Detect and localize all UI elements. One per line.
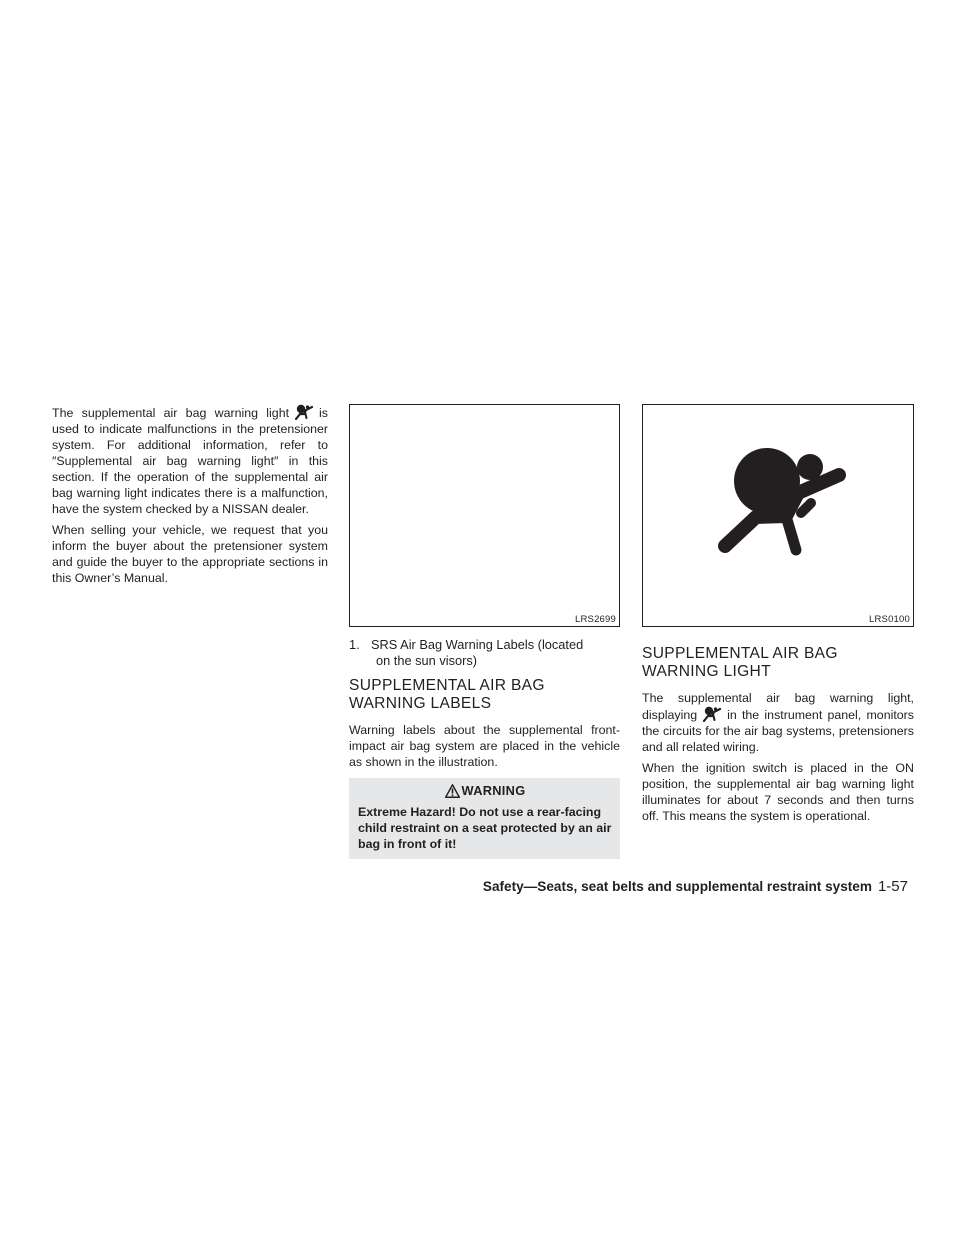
airbag-warning-icon xyxy=(701,706,723,722)
airbag-warning-symbol-icon xyxy=(643,405,913,626)
pretensioner-warning-paragraph xyxy=(52,404,328,517)
heading-line: SUPPLEMENTAL AIR BAG xyxy=(349,677,545,694)
paragraph-text: The supplemental air bag warning light xyxy=(52,406,290,420)
warning-box xyxy=(349,778,620,859)
heading-line: WARNING LIGHT xyxy=(642,663,771,680)
airbag-warning-light-figure xyxy=(642,404,914,627)
warning-triangle-icon xyxy=(445,784,460,798)
section-heading xyxy=(349,677,620,713)
paragraph-text: in the instrument panel, monitors the circuits for the air bag systems, pretensioners and all related wiring. xyxy=(642,708,914,754)
heading-line: WARNING LABELS xyxy=(349,695,492,712)
warning-title-text: WARNING xyxy=(461,783,526,798)
airbag-warning-icon xyxy=(293,404,315,420)
paragraph-text: is used to indicate malfunctions in the pretensioner system. For additional information, refer to ″Supplemental air bag warning light″ in this section. If the operation of the supplemental air bag warning light indicates there is a malfunction, have the system checked by a NISSAN dealer. xyxy=(52,406,328,516)
paragraph-text: The supplemental air bag warning light, displaying xyxy=(642,691,914,722)
page-number: 1-57 xyxy=(877,878,908,895)
middle-column xyxy=(349,404,620,859)
selling-vehicle-paragraph: When selling your vehicle, we request that you inform the buyer about the pretensioner system and guide the buyer to the appropriate sections in this Owner’s Manual. xyxy=(52,523,328,585)
section-heading xyxy=(642,645,914,681)
warning-text: Extreme Hazard! Do not use a rear-facing child restraint on a seat protected by an air bag in front of it! xyxy=(358,805,612,851)
left-column xyxy=(52,404,328,591)
warning-title xyxy=(358,782,612,800)
warning-labels-paragraph: Warning labels about the supplemental front-impact air bag system are placed in the vehicle as shown in the illustration. xyxy=(349,723,620,769)
chapter-title: Safety—Seats, seat belts and supplemental restraint system xyxy=(482,879,872,894)
figure-caption xyxy=(349,637,620,669)
figure-id: LRS2699 xyxy=(574,614,616,625)
caption-number: 1. xyxy=(349,637,360,652)
heading-line: SUPPLEMENTAL AIR BAG xyxy=(642,645,838,662)
warning-labels-figure xyxy=(349,404,620,627)
caption-text-continued: on the sun visors) xyxy=(376,653,478,668)
ignition-paragraph: When the ignition switch is placed in the ON position, the supplemental air bag warning light illuminates for about 7 seconds and then turns off. This means the system is operational. xyxy=(642,761,914,823)
right-column xyxy=(642,404,914,829)
figure-id: LRS0100 xyxy=(868,614,910,625)
caption-text: SRS Air Bag Warning Labels (located xyxy=(371,637,584,652)
page-footer xyxy=(483,878,908,895)
warning-light-paragraph xyxy=(642,690,914,755)
